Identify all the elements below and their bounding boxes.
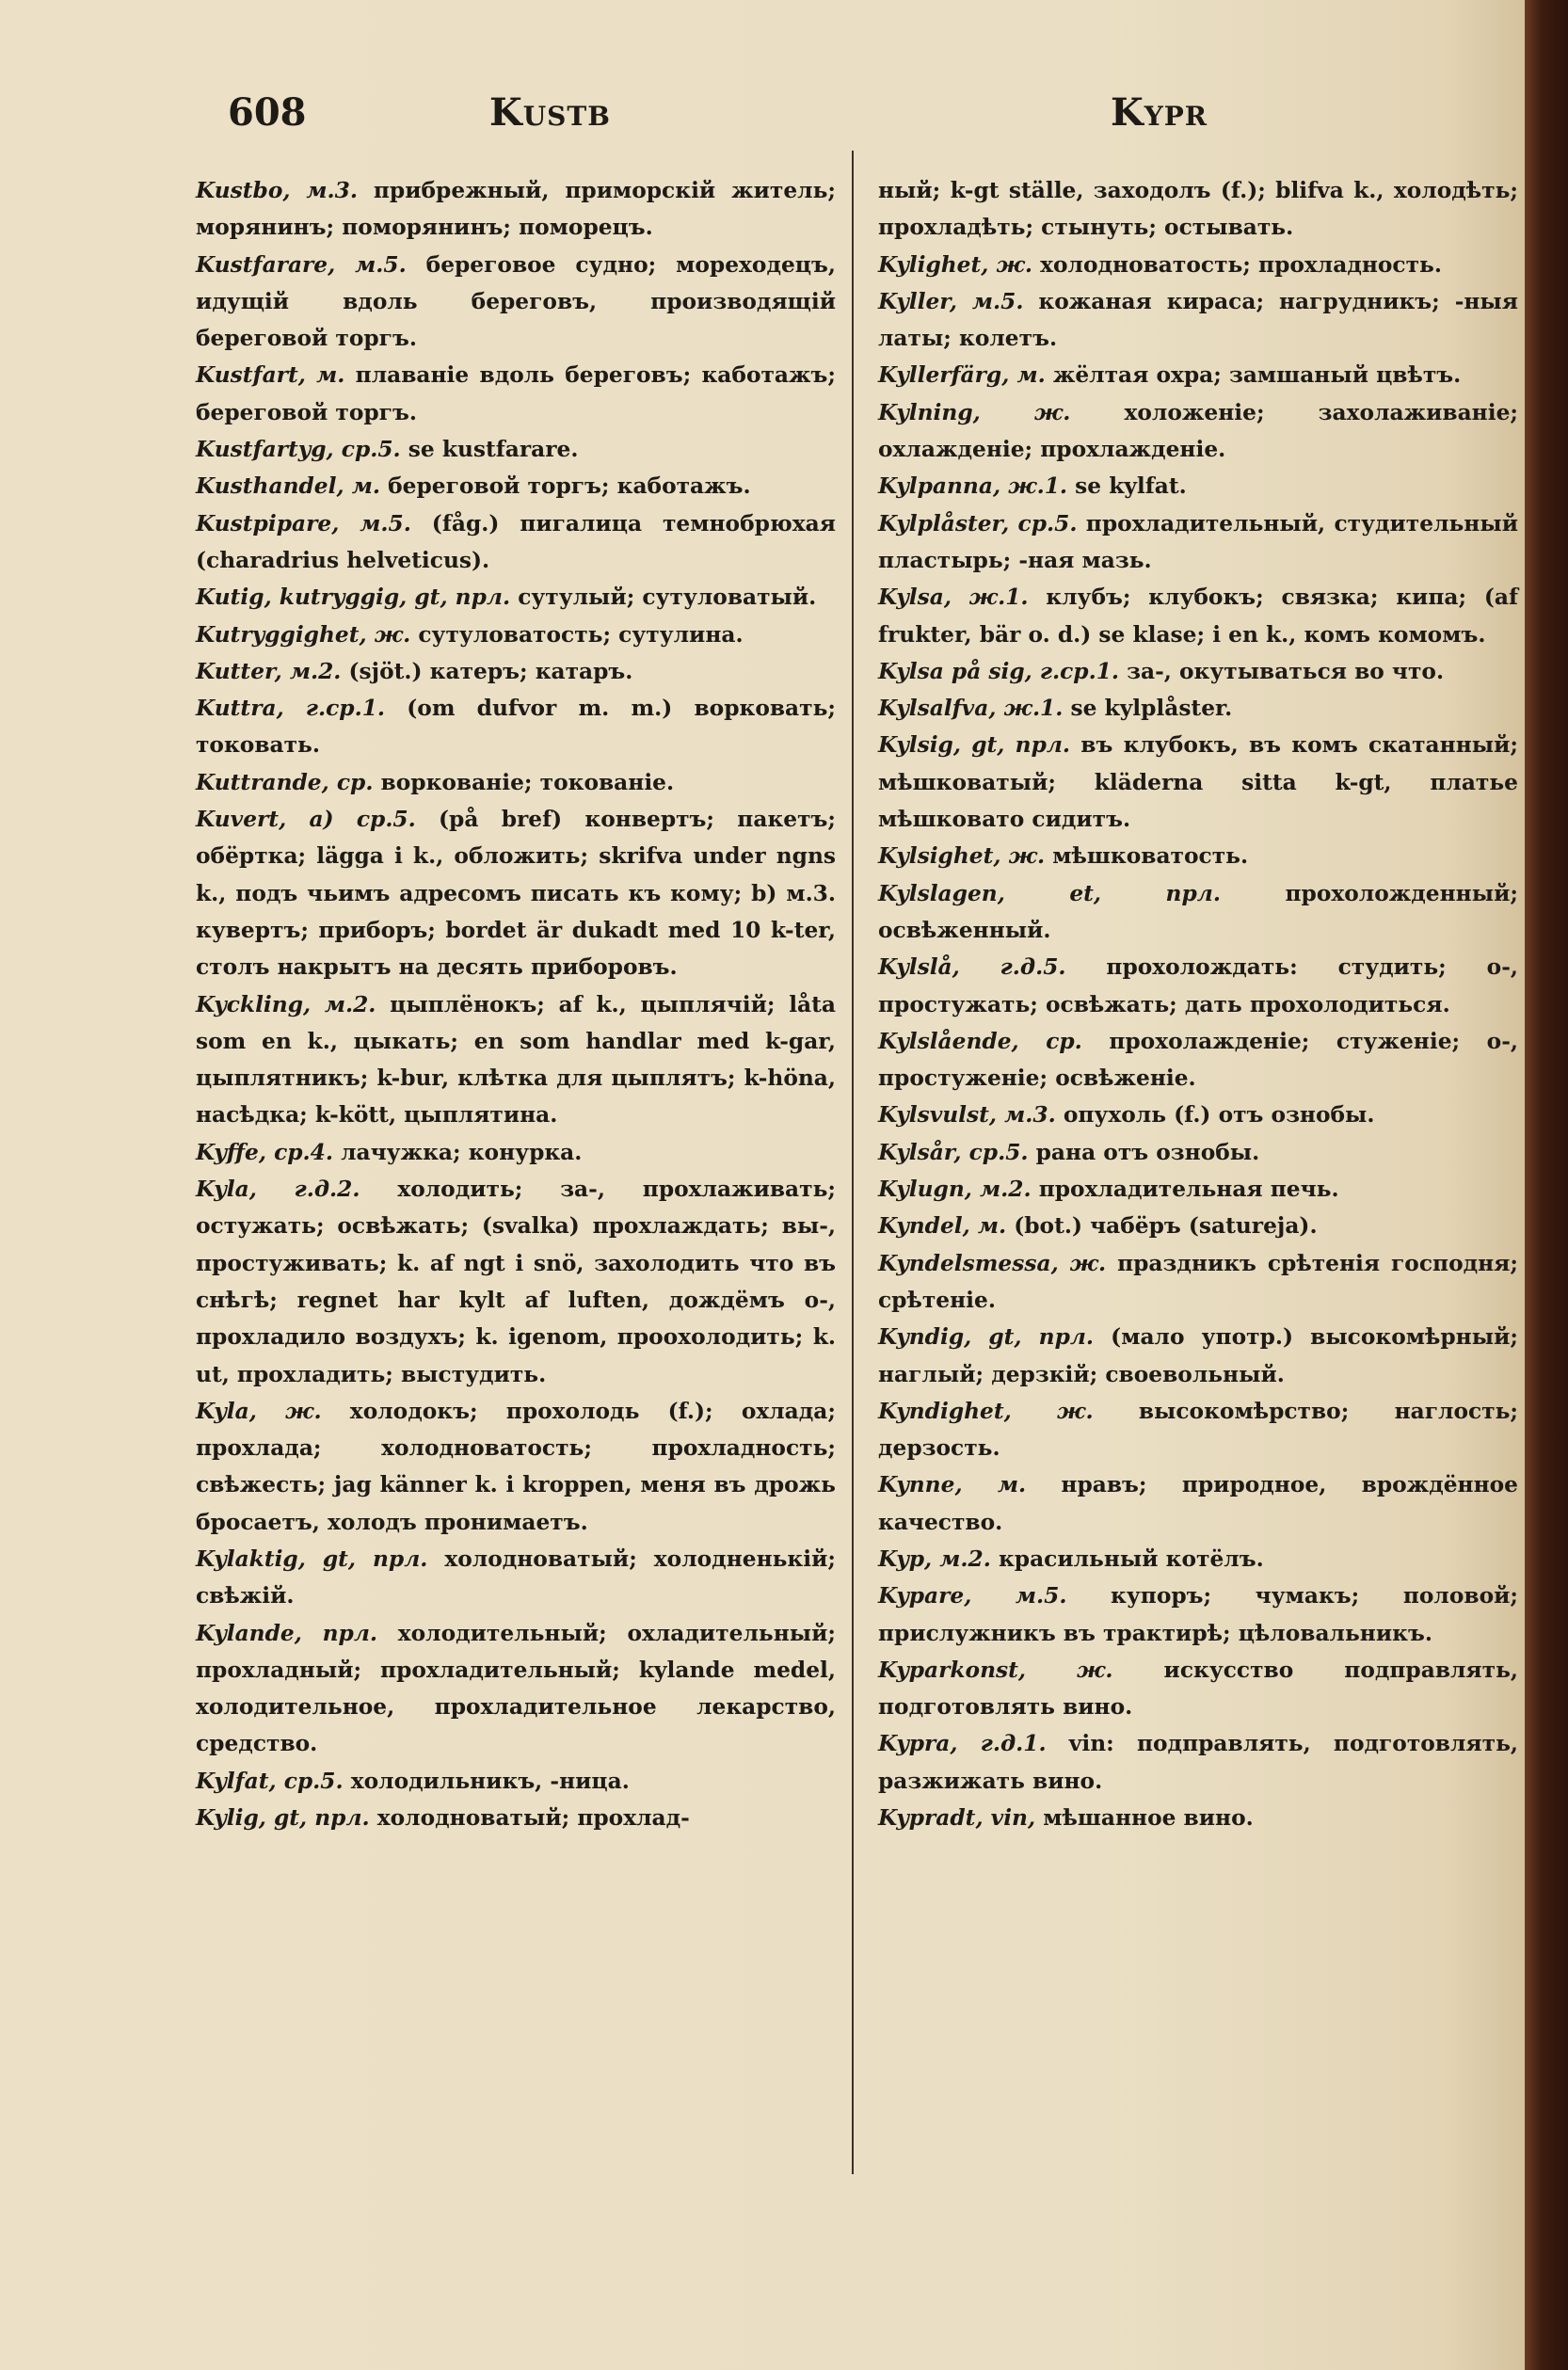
entry-grammar: , м.3. — [282, 178, 358, 203]
entry-headword: Kylsår — [878, 1139, 954, 1165]
dictionary-entry — [196, 357, 836, 431]
entry-headword: Kuvert — [196, 807, 280, 833]
entry-headword: Kyp — [878, 1545, 925, 1572]
entry-definition: (om dufvor m. m.) ворковать; токовать. — [196, 696, 836, 759]
entry-grammar: , м. — [1001, 362, 1046, 389]
dictionary-entry — [196, 579, 836, 616]
entry-headword: Kylig, gt — [196, 1805, 300, 1832]
entry-grammar: , ж.1. — [988, 696, 1064, 722]
entry-headword: Kyparkonst — [878, 1657, 1018, 1683]
dictionary-entry — [878, 1725, 1518, 1800]
dictionary-entry — [878, 1171, 1518, 1208]
column-divider — [852, 151, 854, 2174]
entry-grammar: , прл. — [299, 1805, 370, 1832]
entry-definition: красильный котёлъ. — [990, 1545, 1264, 1572]
entry-headword: Kylslående — [878, 1028, 1012, 1054]
dictionary-entry — [878, 579, 1518, 653]
entry-grammar: , ср.5. — [268, 1768, 344, 1794]
entry-grammar: , м.2. — [274, 658, 342, 684]
entry-definition: купоръ; чумакъ; половой; прислужникъ въ трактирѣ; цѣловальникъ. — [878, 1583, 1518, 1646]
entry-headword: Kylsighet — [878, 843, 994, 870]
entry-headword: Kylning — [878, 399, 973, 425]
dictionary-entry — [878, 247, 1518, 283]
entry-headword: Kylaktig, gt — [196, 1545, 348, 1572]
entry-grammar: , м.5. — [949, 288, 1024, 314]
entry-definition: холодноватый; прохлад- — [369, 1805, 690, 1832]
entry-definition: въ клубокъ, въ комъ скатанный; мѣшковатый; kläderna sitta k-gt, платье мѣшковато сидитъ. — [878, 732, 1518, 833]
entry-headword: Kylsa — [878, 584, 944, 611]
entry-headword: Kyla — [196, 1177, 249, 1203]
dictionary-entry — [878, 505, 1518, 580]
header-guide-word-right: Kypr — [1111, 90, 1208, 135]
entry-grammar: , прл. — [440, 584, 511, 611]
entry-grammar: , г.д.1. — [950, 1731, 1047, 1757]
right-column — [878, 172, 1518, 1836]
dictionary-entry — [196, 1763, 836, 1800]
entry-definition: сутуловатость; сутулина. — [410, 621, 744, 648]
dictionary-entry — [878, 1800, 1518, 1836]
entry-grammar: , ср. — [321, 769, 374, 795]
dictionary-entry — [878, 1134, 1518, 1171]
page-number: 608 — [228, 90, 307, 135]
entry-grammar: , м. — [336, 473, 380, 500]
entry-grammar: , г.д.2. — [248, 1177, 360, 1203]
entry-grammar: , м.5. — [964, 1583, 1067, 1609]
entry-headword: Kylplåster — [878, 510, 1002, 536]
dictionary-entry — [196, 690, 836, 764]
entry-headword: Kylsig, gt — [878, 732, 998, 759]
entry-grammar: , м. — [954, 1472, 1027, 1498]
entry-headword: Kyller — [878, 288, 950, 314]
entry-grammar: , ж.1. — [992, 473, 1068, 500]
entry-grammar: , прл. — [997, 732, 1071, 759]
entry-definition: кожаная кираса; нагрудникъ; -ныя латы; колетъ. — [878, 288, 1519, 352]
entry-grammar: , ср.5. — [1001, 510, 1078, 536]
entry-grammar: , прл. — [1014, 1324, 1095, 1351]
entry-headword: Kuttra — [196, 696, 277, 722]
entry-definition: прохолождать: студить; о-, простужать; освѣжать; дать прохолодиться. — [878, 954, 1518, 1017]
header-guide-word-left: Kustb — [489, 90, 611, 135]
entry-grammar: , ж. — [359, 621, 411, 648]
dictionary-entry — [878, 1541, 1518, 1577]
dictionary-entry — [878, 1319, 1518, 1393]
entry-grammar: , ж. — [1017, 1657, 1113, 1683]
entry-grammar: , м.5. — [331, 510, 411, 536]
entry-headword: Kustfart — [196, 362, 298, 389]
entry-definition: цыплёнокъ; af k., цыплячій; låta som en k., цыкать; en som handlar med k-gar, цыплятникъ; k-bur, клѣтка для цыплятъ; k-höna, насѣдка; k-kött, цыплятина. — [196, 991, 836, 1129]
entry-grammar: , ж.1. — [943, 584, 1029, 611]
entry-definition: прибрежный, приморскій житель; морянинъ; поморянинъ; поморецъ. — [196, 178, 836, 241]
entry-definition: холодноватость; прохладность. — [1032, 251, 1442, 278]
entry-headword: Kyllerfärg — [878, 362, 1002, 389]
entry-definition: сутулый; сутуловатый. — [510, 584, 817, 611]
entry-definition: se kylplåster. — [1063, 696, 1233, 722]
entry-grammar: , ср.5. — [326, 437, 401, 463]
entry-definition: (sjöt.) катеръ; катаръ. — [341, 658, 633, 684]
dictionary-entry — [196, 247, 836, 358]
entry-headword: Kylugn — [878, 1177, 965, 1203]
dictionary-entry — [196, 505, 836, 580]
dictionary-entry — [878, 394, 1518, 469]
dictionary-entry — [196, 1800, 836, 1836]
entry-grammar: , ж. — [1050, 1250, 1107, 1276]
entry-definition: (på bref) конвертъ; пакетъ; обёртка; lägga i k., обложить; skrifva under ngns k., подъ чьимъ адресомъ писать къ кому; b) м.3. кувертъ; приборъ; bordet är dukadt med 10 k-ter, столъ накрытъ на десять приборовъ. — [196, 807, 837, 981]
dictionary-entry — [878, 1208, 1518, 1244]
entry-headword: Kylpanna — [878, 473, 993, 500]
entry-grammar: , м.5. — [328, 251, 407, 278]
dictionary-entry — [196, 1615, 836, 1763]
entry-definition: холоженіе; захолаживаніе; охлажденіе; прохлажденіе. — [878, 399, 1519, 463]
entry-grammar: , м.3. — [988, 1102, 1056, 1129]
entry-headword: Kylslagen, et — [878, 880, 1094, 906]
entry-definition: холодноватый; холодненькій; свѣжій. — [196, 1545, 836, 1609]
dictionary-entry — [878, 1023, 1518, 1097]
dictionary-entry — [196, 468, 836, 504]
entry-definition: опухоль (f.) отъ ознобы. — [1055, 1102, 1375, 1129]
entry-grammar: , ж. — [972, 399, 1071, 425]
entry-definition: холодокъ; прохолодь (f.); охлада; прохлада; холодноватость; прохладность; свѣжесть; jag känner k. i kroppen, меня въ дрожь бросаетъ, холодъ пронимаетъ. — [196, 1398, 836, 1535]
dictionary-entry — [878, 727, 1518, 838]
entry-definition: праздникъ срѣтенія господня; срѣтеніе. — [878, 1250, 1518, 1313]
entry-grammar: , прл. — [347, 1545, 428, 1572]
entry-headword: Kypradt, vin — [878, 1805, 1028, 1832]
entry-grammar: , ж. — [1003, 1398, 1094, 1424]
entry-definition: (fåg.) пигалица темнобрюхая (charadrius helveticus). — [196, 510, 836, 573]
entry-headword: Kyffe — [196, 1139, 259, 1165]
entry-grammar: , ср.5. — [953, 1139, 1029, 1165]
entry-definition: нравъ; природное, врождённое качество. — [878, 1472, 1519, 1535]
dictionary-entry — [878, 357, 1518, 393]
entry-grammar: , г.д.5. — [952, 954, 1066, 981]
dictionary-entry — [196, 1541, 836, 1615]
entry-definition: воркованіе; токованіе. — [373, 769, 675, 795]
entry-grammar: , г.ср.1. — [1024, 658, 1120, 684]
entry-definition: (мало употр.) высокомѣрный; наглый; дерзкій; своевольный. — [878, 1324, 1518, 1387]
dictionary-entry — [878, 653, 1518, 690]
entry-headword: Kustfartyg — [196, 437, 327, 463]
dictionary-entry — [878, 283, 1518, 358]
dictionary-entry — [878, 1466, 1518, 1541]
entry-headword: Kyndel — [878, 1213, 963, 1240]
dictionary-entry — [196, 764, 836, 801]
entry-headword: Kuttrande — [196, 769, 322, 795]
entry-grammar: , a) ср.5. — [279, 807, 416, 833]
entry-definition: прохладительный, студительный пластырь; -ная мазь. — [878, 510, 1518, 573]
entry-grammar: , прл. — [294, 1620, 377, 1646]
entry-headword: Kylande — [196, 1620, 295, 1646]
entry-definition: рана отъ ознобы. — [1028, 1139, 1260, 1165]
entry-definition: se kustfarare. — [400, 437, 579, 463]
entry-headword: Kylighet — [878, 251, 982, 278]
entry-headword: Kyndig, gt — [878, 1324, 1015, 1351]
entry-definition: береговой торгъ; каботажъ. — [379, 473, 751, 500]
dictionary-entry — [878, 1393, 1518, 1467]
entry-grammar: , м.2. — [303, 991, 376, 1017]
entry-definition: плаваніе вдоль береговъ; каботажъ; береговой торгъ. — [196, 362, 837, 425]
entry-definition: искусство подправлять, подготовлять вино. — [878, 1657, 1518, 1721]
dictionary-entry — [196, 1393, 836, 1541]
entry-headword: Kustpipare — [196, 510, 332, 536]
entry-grammar: , г.ср.1. — [276, 696, 386, 722]
entry-definition: прохладительная печь. — [1031, 1177, 1339, 1203]
dictionary-entry — [196, 1171, 836, 1393]
dictionary-entry — [878, 1652, 1518, 1726]
dictionary-entry — [878, 875, 1518, 950]
entry-definition: (bot.) чабёръ (satureja). — [1006, 1213, 1318, 1240]
entry-headword: Kylslå — [878, 954, 952, 981]
entry-headword: Kusthandel — [196, 473, 337, 500]
left-column — [196, 172, 836, 1836]
entry-definition: прохоложденный; освѣженный. — [878, 880, 1518, 943]
entry-headword: Kutter — [196, 658, 275, 684]
entry-definition: se kylfat. — [1067, 473, 1187, 500]
entry-grammar: , м. — [297, 362, 345, 389]
entry-grammar: , ж. — [981, 251, 1032, 278]
entry-headword: Kynne — [878, 1472, 955, 1498]
entry-definition: высокомѣрство; наглость; дерзость. — [878, 1398, 1519, 1462]
entry-definition: холодить; за-, прохлаживать; остужать; освѣжать; (svalka) прохлаждать; вы-, простуживать; k. af ngt i snö, захолодить что въ снѣгѣ; regnet har kylt af luften, дождёмъ о-, прохладило воздухъ; k. igenom, проохолодить; k. ut, прохладить; выстудить. — [196, 1177, 836, 1387]
entry-definition: vin: подправлять, подготовлять, разжижать вино. — [878, 1731, 1518, 1794]
dictionary-entry — [878, 1097, 1518, 1133]
entry-headword: Kutig, kutryggig, gt — [196, 584, 440, 611]
entry-headword: Kutryggighet — [196, 621, 360, 648]
dictionary-entry — [196, 801, 836, 985]
entry-grammar: , ср.4. — [258, 1139, 333, 1165]
entry-headword: Kyla — [196, 1398, 249, 1424]
dictionary-entry — [196, 986, 836, 1134]
entry-grammar: , прл. — [1093, 880, 1221, 906]
entry-definition: жёлтая охра; замшаный цвѣтъ. — [1045, 362, 1462, 389]
dictionary-entry — [196, 172, 836, 247]
entry-grammar: , м.2. — [964, 1177, 1032, 1203]
running-header — [169, 90, 1224, 147]
dictionary-entry — [878, 690, 1518, 727]
entry-headword: Kyndelsmessa — [878, 1250, 1051, 1276]
entry-headword: Kyckling — [196, 991, 303, 1017]
entry-definition: лачужка; конурка. — [332, 1139, 583, 1165]
book-binding-edge — [1525, 0, 1568, 2370]
entry-definition: за-, окутываться во что. — [1119, 658, 1445, 684]
entry-definition: мѣшковатость. — [1045, 843, 1249, 870]
entry-definition: мѣшанное вино. — [1035, 1805, 1254, 1832]
entry-definition: холодительный; охладительный; прохладный; прохладительный; kylande medel, холодительное, прохладительное лекарство, средство. — [196, 1620, 836, 1757]
entry-headword: Kustfarare — [196, 251, 328, 278]
entry-grammar: , м. — [962, 1213, 1007, 1240]
dictionary-entry — [196, 431, 836, 468]
entry-headword: Kypra — [878, 1731, 951, 1757]
entry-definition: холодильникъ, -ница. — [343, 1768, 630, 1794]
entry-definition: береговое судно; мореходецъ, идущій вдоль береговъ, производящій береговой торгъ. — [196, 251, 836, 352]
entry-grammar: , м.2. — [924, 1545, 991, 1572]
entry-headword: Kylsa på sig — [878, 658, 1025, 684]
entry-headword: Kyndighet — [878, 1398, 1004, 1424]
entry-grammar: , ж. — [993, 843, 1046, 870]
dictionary-entry — [196, 653, 836, 690]
entry-definition: клубъ; клубокъ; связка; кипа; (af frukter, bär o. d.) se klase; i en k., комъ комомъ. — [878, 584, 1518, 648]
dictionary-entry — [878, 949, 1518, 1023]
entry-grammar: , ж. — [248, 1398, 322, 1424]
dictionary-entry — [878, 838, 1518, 874]
dictionary-entry — [196, 617, 836, 653]
entry-headword: Kylsvulst — [878, 1102, 989, 1129]
entry-headword: Kypare — [878, 1583, 965, 1609]
entry-definition: ный; k-gt ställe, заходолъ (f.); blifva k., холодѣть; прохладѣть; стынуть; остывать. — [878, 178, 1518, 241]
entry-headword: Kylsalfva — [878, 696, 989, 722]
entry-headword: Kylfat — [196, 1768, 269, 1794]
dictionary-entry — [878, 468, 1518, 504]
dictionary-entry — [196, 1134, 836, 1171]
entry-headword: Kustbo — [196, 178, 283, 203]
dictionary-entry — [878, 1577, 1518, 1652]
entry-grammar: , ср. — [1011, 1028, 1082, 1054]
dictionary-entry — [878, 1245, 1518, 1320]
entry-grammar: , — [1028, 1805, 1036, 1832]
entry-definition: прохолажденіе; стуженіе; о-, простуженіе; освѣженіе. — [878, 1028, 1518, 1092]
dictionary-entry — [878, 172, 1518, 247]
